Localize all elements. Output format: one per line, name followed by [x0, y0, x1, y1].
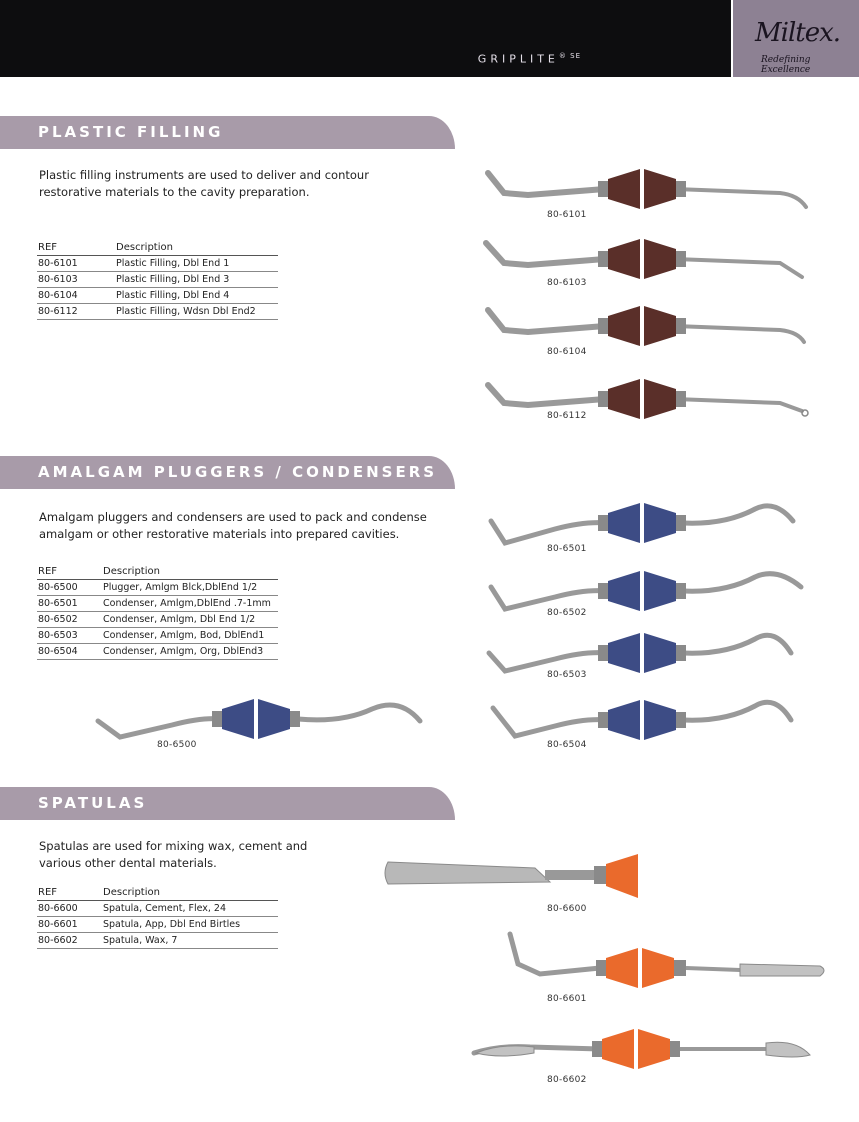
logo-tagline: Redefining Excellence	[761, 55, 811, 75]
instrument-code: 80-6104	[547, 347, 587, 357]
table-row: 80-6600 Spatula, Cement, Flex, 24	[37, 901, 278, 917]
section-header-plastic-filling: PLASTIC FILLING	[0, 116, 455, 149]
amalgam-table	[37, 564, 278, 660]
plastic-filling-table	[37, 240, 278, 320]
instrument-code: 80-6103	[547, 278, 587, 288]
table-row: 80-6104 Plastic Filling, Dbl End 4	[37, 288, 278, 304]
instrument-code: 80-6501	[547, 544, 587, 554]
table-row: 80-6103 Plastic Filling, Dbl End 3	[37, 272, 278, 288]
instrument-image-80-6601	[500, 928, 830, 990]
instrument-code: 80-6601	[547, 994, 587, 1004]
header-bar	[0, 0, 731, 77]
instrument-image-80-6112	[480, 375, 820, 425]
handle-grip	[644, 239, 676, 279]
table-row: 80-6503 Condenser, Amlgm, Bod, DblEnd1	[37, 628, 278, 644]
handle-grip	[644, 700, 676, 740]
handle-grip	[608, 306, 640, 346]
col-ref: REF	[37, 564, 102, 580]
instrument-code: 80-6602	[547, 1075, 587, 1085]
instrument-image-80-6503	[485, 625, 815, 675]
amalgam-intro: Amalgam pluggers and condensers are used to pack and condense amalgam or other restorative materials into prepared cavities.	[39, 510, 427, 541]
col-ref: REF	[37, 240, 115, 256]
col-description: Description	[102, 885, 278, 901]
instrument-code: 80-6600	[547, 904, 587, 914]
instrument-image-80-6103	[480, 235, 820, 285]
handle-grip	[644, 503, 676, 543]
handle-grip	[608, 571, 640, 611]
instrument-code: 80-6502	[547, 608, 587, 618]
handle-grip	[606, 854, 638, 898]
handle-grip	[222, 699, 254, 739]
instrument-code: 80-6500	[157, 740, 197, 750]
instrument-code: 80-6504	[547, 740, 587, 750]
handle-grip	[644, 633, 676, 673]
col-description: Description	[115, 240, 278, 256]
instrument-image-80-6600	[380, 852, 650, 902]
logo-wordmark: Miltex.	[755, 18, 841, 48]
handle-grip	[606, 948, 638, 988]
instrument-image-80-6104	[480, 302, 820, 352]
handle-grip	[608, 633, 640, 673]
col-ref: REF	[37, 885, 102, 901]
handle-grip	[608, 169, 640, 209]
section-header-amalgam: AMALGAM PLUGGERS / CONDENSERS	[0, 456, 455, 489]
handle-grip	[642, 948, 674, 988]
instrument-code: 80-6503	[547, 670, 587, 680]
spatulas-intro: Spatulas are used for mixing wax, cement and various other dental materials.	[39, 839, 308, 870]
instrument-image-80-6500	[92, 695, 437, 745]
handle-grip	[608, 239, 640, 279]
miltex-logo	[733, 0, 859, 77]
instrument-image-80-6504	[485, 692, 815, 742]
handle-grip	[602, 1029, 634, 1069]
instrument-code: 80-6101	[547, 210, 587, 220]
table-row: 80-6500 Plugger, Amlgm Blck,DblEnd 1/2	[37, 580, 278, 596]
handle-grip	[644, 379, 676, 419]
table-row: 80-6112 Plastic Filling, Wdsn Dbl End2	[37, 304, 278, 320]
instrument-image-80-6602	[470, 1025, 815, 1075]
table-row: 80-6601 Spatula, App, Dbl End Birtles	[37, 917, 278, 933]
handle-grip	[608, 700, 640, 740]
instrument-image-80-6101	[480, 165, 820, 215]
table-row: 80-6504 Condenser, Amlgm, Org, DblEnd3	[37, 644, 278, 660]
product-line-title: $GRIPLITE^{® SE}$	[477, 52, 581, 66]
section-header-spatulas: SPATULAS	[0, 787, 455, 820]
handle-grip	[638, 1029, 670, 1069]
spatulas-table	[37, 885, 278, 949]
col-description: Description	[102, 564, 278, 580]
instrument-image-80-6502	[485, 563, 815, 613]
table-row: 80-6101 Plastic Filling, Dbl End 1	[37, 256, 278, 272]
handle-grip	[258, 699, 290, 739]
table-row: 80-6502 Condenser, Amlgm, Dbl End 1/2	[37, 612, 278, 628]
handle-grip	[608, 503, 640, 543]
instrument-image-80-6501	[485, 495, 815, 545]
handle-grip	[644, 169, 676, 209]
handle-grip	[644, 571, 676, 611]
handle-grip	[608, 379, 640, 419]
instrument-code: 80-6112	[547, 411, 587, 421]
handle-grip	[644, 306, 676, 346]
plastic-filling-intro: Plastic filling instruments are used to deliver and contour restorative materials to the cavity preparation.	[39, 168, 369, 199]
table-row: 80-6602 Spatula, Wax, 7	[37, 933, 278, 949]
table-row: 80-6501 Condenser, Amlgm,DblEnd .7-1mm	[37, 596, 278, 612]
